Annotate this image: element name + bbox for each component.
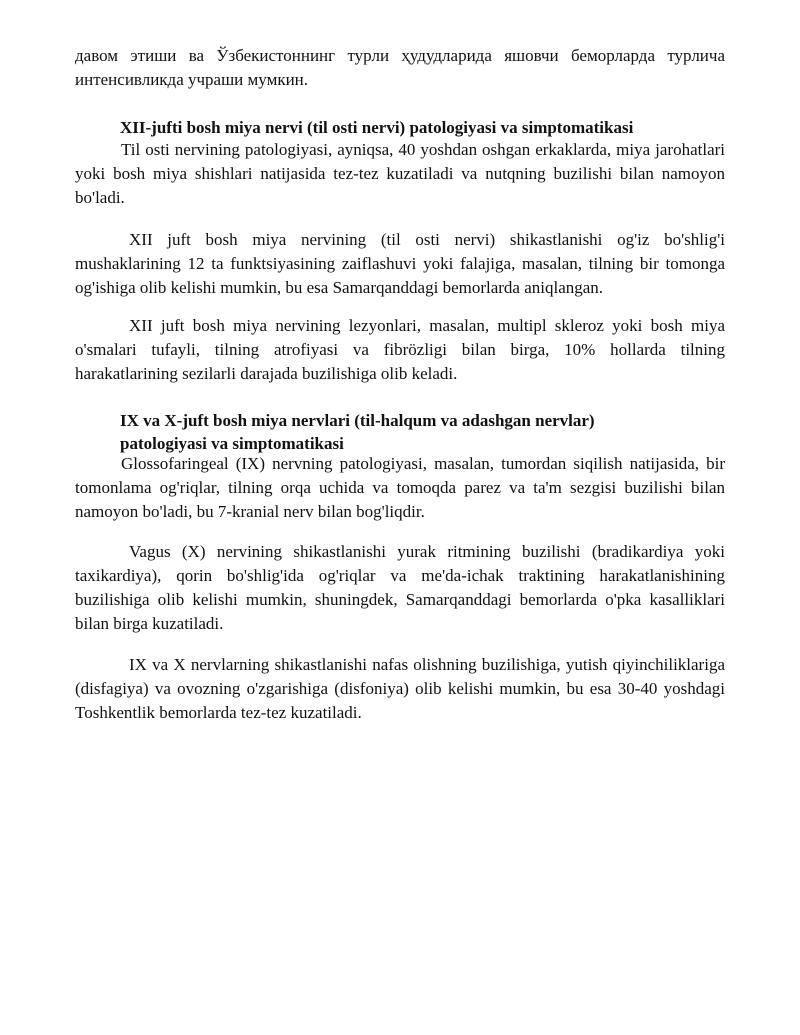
section-ix-x-paragraph-1-block [75,452,725,524]
section-xii-heading-text: XII-jufti bosh miya nervi (til osti nervi) patologiyasi va simptomatikasi [120,118,634,137]
section-ix-x-paragraph-3: IX va X nervlarning shikastlanishi nafas olishning buzilishiga, yutish qiyinchiliklariga (disfagiya) va ovozning o'zgarishiga (disfoniya) olib kelishi mumkin, bu esa 30-40 yoshdagi Toshkentlik bemorlarda tez-tez kuzatiladi. [75,655,725,722]
section-ix-x-paragraph-1: Glossofaringeal (IX) nervning patologiyasi, masalan, tumordan siqilish natijasida, bir tomonlama og'riqlar, tilning orqa uchida va tomoqda parez va ta'm sezgisi buzilishi bilan namoyon bo'ladi, bu 7-kranial nerv bilan bog'liqdir. [75,454,725,521]
section-ix-x-heading-line-1: IX va X-juft bosh miya nervlari (til-halqum va adashgan nervlar) [120,411,595,430]
intro-paragraph: давом этиши ва Ўзбекистоннинг турли ҳудудларида яшовчи беморларда турлича интенсивликда учраши мумкин. [75,46,725,89]
section-ix-x-paragraph-2-block [75,540,725,636]
section-xii-paragraph-3: XII juft bosh miya nervining lezyonlari, masalan, multipl skleroz yoki bosh miya o'smalari tufayli, tilning atrofiyasi va fibrözligi bilan birga, 10% hollarda tilning harakatlarining sezilarli darajada buzilishiga olib keladi. [75,316,725,383]
intro-block [75,44,725,92]
section-xii-paragraph-2: XII juft bosh miya nervining (til osti nervi) shikastlanishi og'iz bo'shlig'i mushaklarining 12 ta funktsiyasining zaiflashuvi yoki falajiga, masalan, tilning bir tomonga og'ishiga olib kelishi mumkin, bu esa Samarqanddagi bemorlarda aniqlangan. [75,230,725,297]
section-ix-x-paragraph-2: Vagus (X) nervining shikastlanishi yurak ritmining buzilishi (bradikardiya yoki taxikardiya), qorin bo'shlig'ida og'riqlar va me'da-ichak traktining harakatlanishining buzilishiga olib kelishi mumkin, shuningdek, Samarqanddagi bemorlarda o'pka kasalliklari bilan birga kuzatiladi. [75,542,725,633]
section-ix-x-heading [120,409,720,455]
section-xii-heading [120,116,720,139]
section-ix-x-paragraph-3-block [75,653,725,725]
section-ix-x-heading-line-2: patologiyasi va simptomatikasi [120,434,344,453]
section-xii-paragraph-1: Til osti nervining patologiyasi, ayniqsa, 40 yoshdan oshgan erkaklarda, miya jarohatlari yoki bosh miya shishlari natijasida tez-tez kuzatiladi va nutqning buzilishi bilan namoyon bo'ladi. [75,140,725,207]
section-xii-paragraph-2-block [75,228,725,300]
section-xii-paragraph-1-block [75,138,725,210]
section-xii-paragraph-3-block [75,314,725,386]
